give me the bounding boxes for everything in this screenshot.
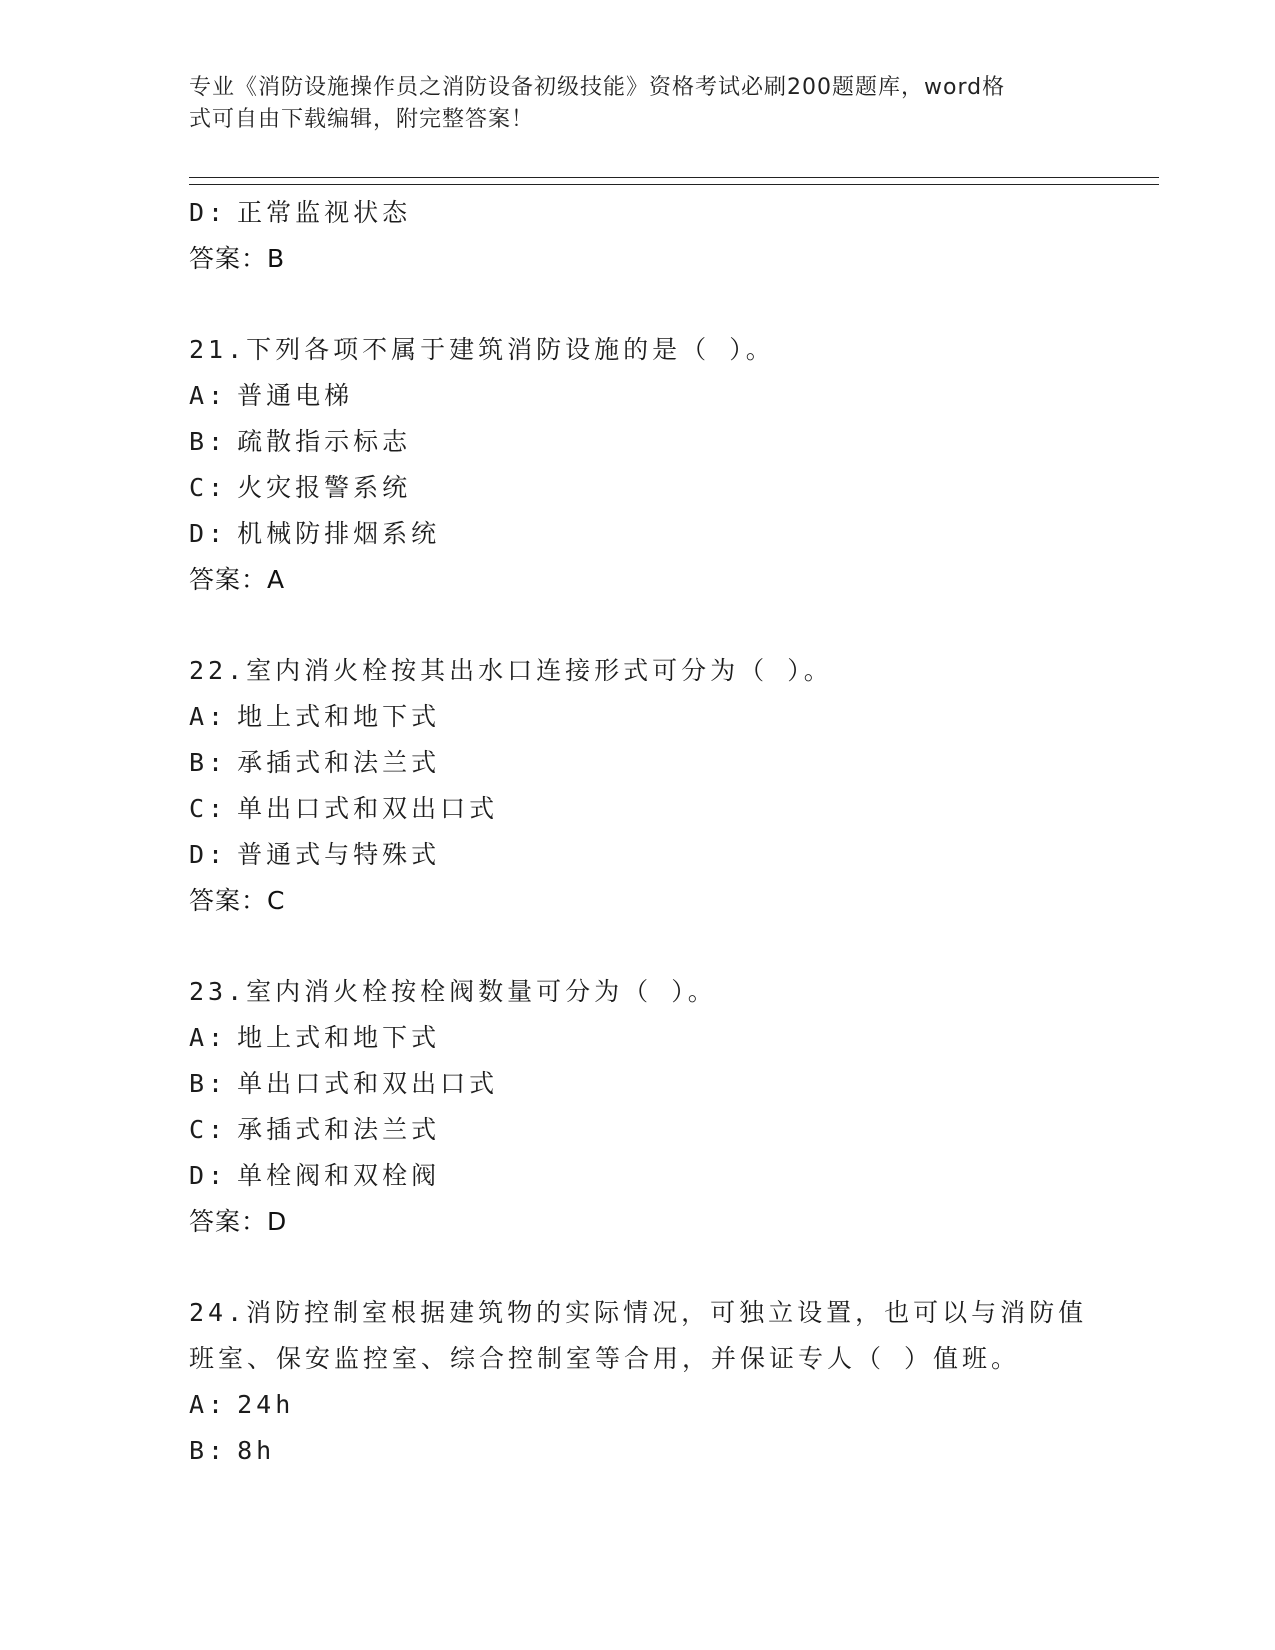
option-d <box>189 1153 1089 1199</box>
option-text: 承插式和法兰式 <box>237 1115 441 1144</box>
question-21 <box>189 327 1089 603</box>
option-a <box>189 1382 1089 1428</box>
option-label: D: <box>189 840 228 869</box>
option-text: 普通式与特殊式 <box>237 840 441 869</box>
option-label: B: <box>189 748 228 777</box>
option-label: C: <box>189 794 228 823</box>
header-rule-top <box>189 177 1159 178</box>
option-text: 单出口式和双出口式 <box>237 794 499 823</box>
answer: 答案：A <box>189 565 286 594</box>
option-d <box>189 190 1089 236</box>
question-stem-line-1: 24.消防控制室根据建筑物的实际情况，可独立设置，也可以与消防值 <box>189 1298 1088 1327</box>
option-text: 单栓阀和双栓阀 <box>237 1161 441 1190</box>
header-line-2: 式可自由下载编辑，附完整答案！ <box>189 107 535 132</box>
question-content <box>189 190 1089 1474</box>
header-line-1: 专业《消防设施操作员之消防设备初级技能》资格考试必刷200题题库，word格 <box>189 75 1006 100</box>
option-text: 地上式和地下式 <box>237 1023 441 1052</box>
question-22 <box>189 648 1089 924</box>
option-label: A: <box>189 381 228 410</box>
option-label: A: <box>189 1390 228 1419</box>
option-a <box>189 373 1089 419</box>
answer: 答案：B <box>189 244 286 273</box>
header-rule-bottom <box>189 184 1159 185</box>
answer: 答案：C <box>189 886 286 915</box>
option-text: 疏散指示标志 <box>237 427 412 456</box>
option-c <box>189 786 1089 832</box>
option-label: B: <box>189 427 228 456</box>
option-b <box>189 740 1089 786</box>
option-b <box>189 1428 1089 1474</box>
option-c <box>189 1107 1089 1153</box>
option-b <box>189 1061 1089 1107</box>
question-stem: 22.室内消火栓按其出水口连接形式可分为（ ）。 <box>189 656 833 685</box>
option-text: 8h <box>237 1436 276 1465</box>
option-label: C: <box>189 1115 228 1144</box>
option-text: 机械防排烟系统 <box>237 519 441 548</box>
option-text: 正常监视状态 <box>237 198 412 227</box>
question-stem: 23.室内消火栓按栓阀数量可分为（ ）。 <box>189 977 717 1006</box>
option-label: D: <box>189 519 228 548</box>
option-c <box>189 465 1089 511</box>
option-label: B: <box>189 1069 228 1098</box>
option-label: A: <box>189 702 228 731</box>
option-label: D: <box>189 198 228 227</box>
option-d <box>189 511 1089 557</box>
option-text: 火灾报警系统 <box>237 473 412 502</box>
page-header <box>189 72 1079 136</box>
option-d <box>189 832 1089 878</box>
option-a <box>189 1015 1089 1061</box>
option-text: 单出口式和双出口式 <box>237 1069 499 1098</box>
option-text: 24h <box>237 1390 295 1419</box>
option-text: 承插式和法兰式 <box>237 748 441 777</box>
answer: 答案：D <box>189 1207 288 1236</box>
option-label: C: <box>189 473 228 502</box>
question-24 <box>189 1290 1089 1474</box>
option-text: 普通电梯 <box>237 381 354 410</box>
question-23 <box>189 969 1089 1245</box>
option-text: 地上式和地下式 <box>237 702 441 731</box>
option-label: B: <box>189 1436 228 1465</box>
question-stem-line-2: 班室、保安监控室、综合控制室等合用，并保证专人（ ）值班。 <box>189 1344 1021 1373</box>
option-a <box>189 694 1089 740</box>
option-label: A: <box>189 1023 228 1052</box>
option-b <box>189 419 1089 465</box>
option-label: D: <box>189 1161 228 1190</box>
question-stem: 21.下列各项不属于建筑消防设施的是（ ）。 <box>189 335 775 364</box>
